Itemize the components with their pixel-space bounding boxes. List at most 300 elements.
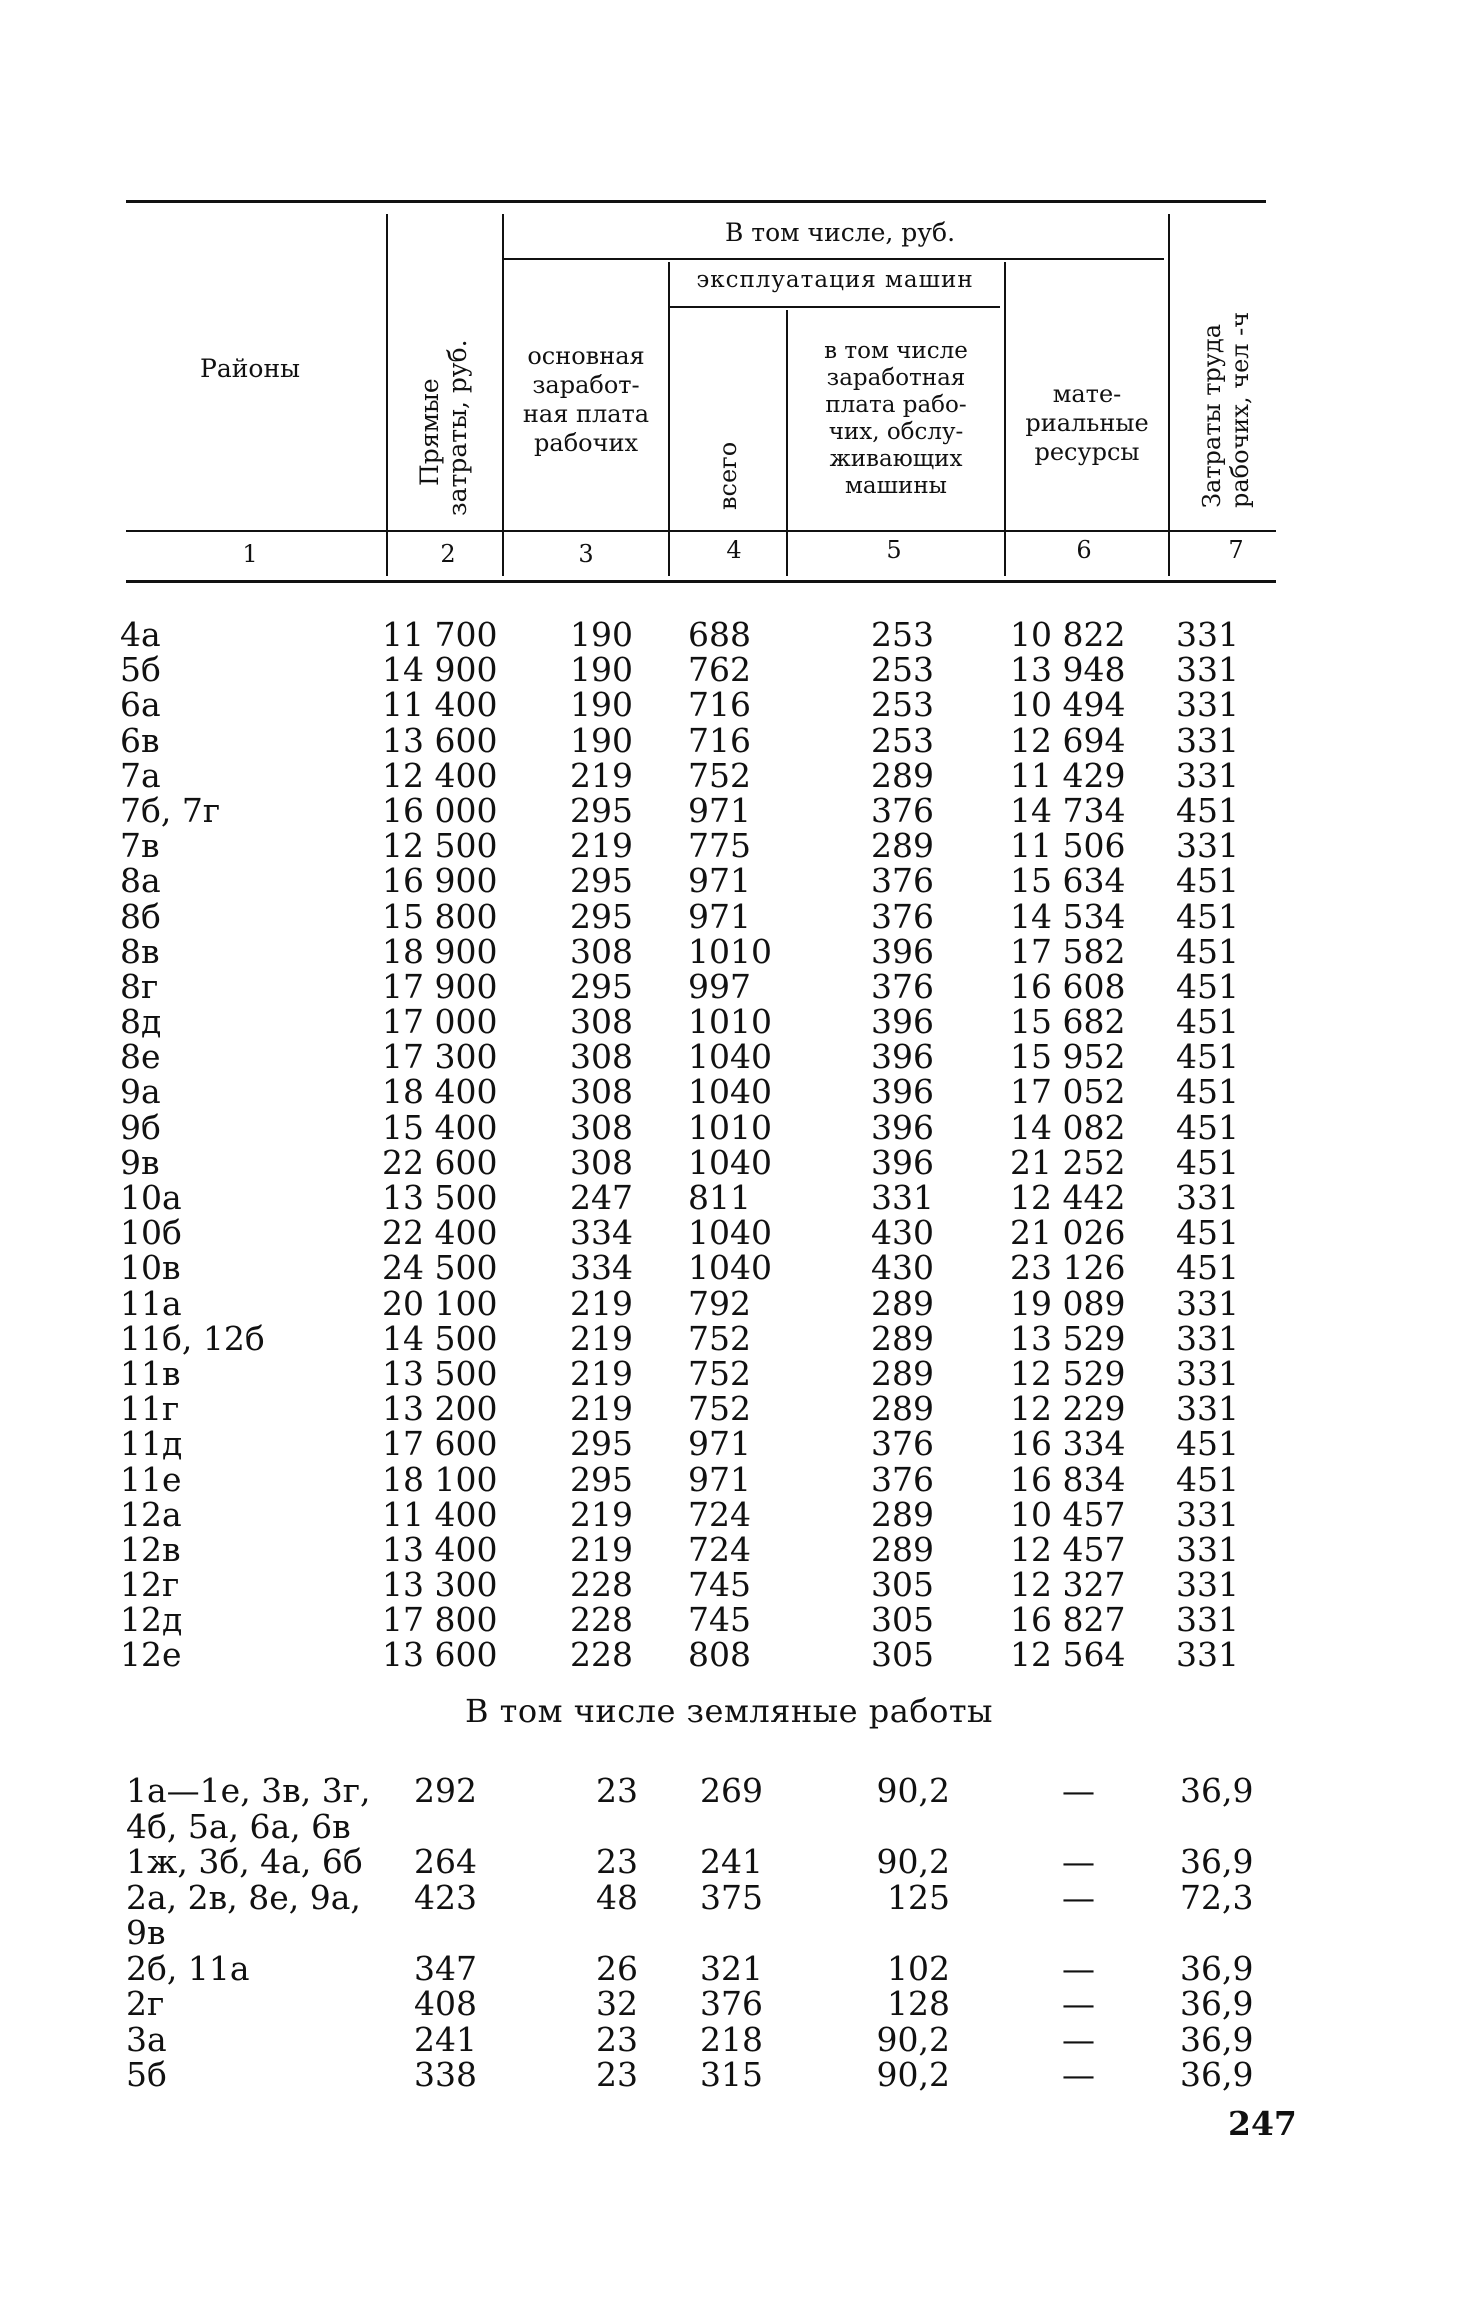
region-cell: 9б <box>120 1107 161 1147</box>
value-cell: 15 682 <box>1010 1002 1126 1042</box>
value-cell: 451 <box>1176 896 1239 936</box>
value-cell: 376 <box>700 1984 763 2023</box>
value-cell: 219 <box>570 1529 633 1569</box>
section-row-continuation <box>0 1806 1458 1846</box>
region-cell: 7в <box>120 826 160 866</box>
vrule-2 <box>502 214 504 576</box>
value-cell: 745 <box>688 1600 751 1640</box>
value-cell: 289 <box>871 1283 934 1323</box>
value-cell: 331 <box>1176 1318 1239 1358</box>
subgroup-rule <box>670 306 1000 308</box>
header-regions: Районы <box>200 354 300 383</box>
region-cell: 11а <box>120 1283 182 1323</box>
table-row <box>0 1283 1458 1323</box>
header-machine-wages-line5: живающих <box>829 446 963 472</box>
value-cell: 12 529 <box>1010 1353 1126 1393</box>
section-row <box>0 1877 1458 1917</box>
value-cell: 752 <box>688 1318 751 1358</box>
dash-cell: — <box>1062 2055 1095 2094</box>
value-cell: 334 <box>570 1213 633 1253</box>
value-cell: 308 <box>570 1072 633 1112</box>
header-base-wages-line2: заработ- <box>532 371 640 399</box>
value-cell: 190 <box>570 685 633 725</box>
value-cell: 724 <box>688 1494 751 1534</box>
region-cell-continuation: 4б, 5а, 6а, 6в <box>126 1806 351 1846</box>
region-cell: 10б <box>120 1213 182 1253</box>
value-cell: 752 <box>688 1389 751 1429</box>
vrule-6 <box>1168 214 1170 576</box>
value-cell: 1040 <box>688 1037 772 1077</box>
header-top-rule <box>126 200 1266 203</box>
region-cell: 8д <box>120 1002 162 1042</box>
section-row <box>0 2019 1458 2059</box>
region-cell: 4а <box>120 615 161 654</box>
value-cell: 90,2 <box>876 2019 950 2059</box>
value-cell: 15 800 <box>382 896 498 936</box>
table-row <box>0 1037 1458 1077</box>
section-row-continuation <box>0 1915 1458 1951</box>
value-cell: 1040 <box>688 1248 772 1288</box>
region-cell: 12в <box>120 1529 181 1569</box>
page-number: 247 <box>1228 2104 1297 2143</box>
value-cell: 289 <box>871 1318 934 1358</box>
value-cell: 14 900 <box>382 650 498 690</box>
value-cell: 90,2 <box>876 2055 950 2094</box>
value-cell: 451 <box>1176 1142 1239 1182</box>
value-cell: 23 <box>596 1842 638 1881</box>
header-materials <box>1008 380 1166 467</box>
value-cell: 12 229 <box>1010 1389 1126 1429</box>
region-cell: 7а <box>120 755 161 795</box>
group-rule <box>504 258 1164 260</box>
value-cell: 745 <box>688 1565 751 1605</box>
value-cell: 971 <box>688 790 751 830</box>
region-cell: 11в <box>120 1353 181 1393</box>
table-row <box>0 1213 1458 1253</box>
value-cell: 971 <box>688 1424 751 1464</box>
value-cell: 18 400 <box>382 1072 498 1112</box>
table-row <box>0 1142 1458 1182</box>
region-cell: 2а, 2в, 8е, 9а, <box>126 1877 361 1917</box>
region-cell: 6в <box>120 720 160 760</box>
value-cell: 331 <box>1176 1600 1239 1640</box>
value-cell: 308 <box>570 1037 633 1077</box>
region-cell: 10а <box>120 1178 182 1217</box>
value-cell: 289 <box>871 826 934 866</box>
section-row <box>0 2057 1458 2093</box>
value-cell: 228 <box>570 1565 633 1605</box>
value-cell: 125 <box>887 1877 950 1917</box>
value-cell: 376 <box>871 966 934 1006</box>
value-cell: 11 429 <box>1010 755 1126 795</box>
value-cell: 396 <box>871 1002 934 1042</box>
value-cell: 18 900 <box>382 931 498 971</box>
value-cell: 295 <box>570 790 633 830</box>
table-row <box>0 826 1458 866</box>
value-cell: 17 800 <box>382 1600 498 1640</box>
value-cell: 289 <box>871 1389 934 1429</box>
value-cell: 308 <box>570 1142 633 1182</box>
value-cell: 253 <box>871 615 934 654</box>
value-cell: 14 534 <box>1010 896 1126 936</box>
value-cell: 331 <box>1176 1389 1239 1429</box>
table-row <box>0 1248 1458 1288</box>
value-cell: 22 600 <box>382 1142 498 1182</box>
value-cell: 347 <box>414 1948 477 1988</box>
section-row <box>0 1986 1458 2022</box>
value-cell: 241 <box>414 2019 477 2059</box>
value-cell: 1040 <box>688 1142 772 1182</box>
value-cell: 331 <box>1176 1178 1239 1217</box>
value-cell: 13 400 <box>382 1529 498 1569</box>
value-cell: 23 <box>596 2055 638 2094</box>
region-cell: 12а <box>120 1494 182 1534</box>
value-cell: 308 <box>570 1002 633 1042</box>
value-cell: 376 <box>871 861 934 901</box>
section-table-body <box>0 1773 1458 2093</box>
colnum-7: 7 <box>1228 536 1244 564</box>
colnum-5: 5 <box>886 536 902 564</box>
value-cell: 305 <box>871 1635 934 1675</box>
value-cell: 1040 <box>688 1072 772 1112</box>
dash-cell: — <box>1062 1984 1095 2023</box>
value-cell: 22 400 <box>382 1213 498 1253</box>
table-row <box>0 1318 1458 1358</box>
value-cell: 775 <box>688 826 751 866</box>
value-cell: 23 <box>596 2019 638 2059</box>
value-cell: 19 089 <box>1010 1283 1126 1323</box>
header-bottom-rule <box>126 530 1276 532</box>
value-cell: 451 <box>1176 1002 1239 1042</box>
table-row <box>0 1529 1458 1569</box>
value-cell: 1010 <box>688 931 772 971</box>
value-cell: 688 <box>688 615 751 654</box>
value-cell: 295 <box>570 1424 633 1464</box>
value-cell: 12 457 <box>1010 1529 1126 1569</box>
value-cell: 269 <box>700 1771 763 1810</box>
value-cell: 13 600 <box>382 1635 498 1675</box>
value-cell: 17 900 <box>382 966 498 1006</box>
value-cell: 12 694 <box>1010 720 1126 760</box>
header-labor-line1: Затраты труда <box>1198 323 1226 508</box>
value-cell: 23 126 <box>1010 1248 1126 1288</box>
value-cell: 11 506 <box>1010 826 1126 866</box>
value-cell: 331 <box>871 1178 934 1217</box>
value-cell: 792 <box>688 1283 751 1323</box>
value-cell: 11 400 <box>382 1494 498 1534</box>
value-cell: 15 400 <box>382 1107 498 1147</box>
value-cell: 13 300 <box>382 1565 498 1605</box>
value-cell: 331 <box>1176 685 1239 725</box>
value-cell: 36,9 <box>1180 1771 1254 1810</box>
value-cell: 12 564 <box>1010 1635 1126 1675</box>
header-labor-line2: рабочих, чел -ч <box>1226 311 1254 508</box>
value-cell: 10 822 <box>1010 615 1126 654</box>
value-cell: 971 <box>688 861 751 901</box>
value-cell: 971 <box>688 896 751 936</box>
value-cell: 218 <box>700 2019 763 2059</box>
value-cell: 14 734 <box>1010 790 1126 830</box>
region-cell: 11д <box>120 1424 183 1464</box>
value-cell: 289 <box>871 1529 934 1569</box>
value-cell: 190 <box>570 720 633 760</box>
value-cell: 1010 <box>688 1107 772 1147</box>
value-cell: 331 <box>1176 1353 1239 1393</box>
value-cell: 16 000 <box>382 790 498 830</box>
header-machine-wages-line2: заработная <box>826 365 966 391</box>
value-cell: 21 026 <box>1010 1213 1126 1253</box>
value-cell: 451 <box>1176 966 1239 1006</box>
value-cell: 430 <box>871 1213 934 1253</box>
value-cell: 26 <box>596 1948 638 1988</box>
region-cell: 9а <box>120 1072 161 1112</box>
numbers-bottom-rule <box>126 580 1276 583</box>
table-row <box>0 650 1458 690</box>
value-cell: 289 <box>871 1494 934 1534</box>
value-cell: 408 <box>414 1984 477 2023</box>
table-row <box>0 1353 1458 1393</box>
value-cell: 10 457 <box>1010 1494 1126 1534</box>
value-cell: 331 <box>1176 1565 1239 1605</box>
region-cell: 11б, 12б <box>120 1318 265 1358</box>
table-row <box>0 755 1458 795</box>
region-cell: 8а <box>120 861 161 901</box>
region-cell: 12д <box>120 1600 183 1640</box>
value-cell: 451 <box>1176 1107 1239 1147</box>
header-total: всего <box>714 441 742 510</box>
region-cell-continuation: 9в <box>126 1913 166 1952</box>
value-cell: 36,9 <box>1180 2019 1254 2059</box>
value-cell: 247 <box>570 1178 633 1217</box>
value-cell: 338 <box>414 2055 477 2094</box>
region-cell: 8г <box>120 966 159 1006</box>
value-cell: 190 <box>570 615 633 654</box>
value-cell: 18 100 <box>382 1459 498 1499</box>
header-labor <box>1198 268 1254 508</box>
value-cell: 331 <box>1176 1283 1239 1323</box>
header-machine-wages-line4: чих, обслу- <box>828 419 964 445</box>
colnum-6: 6 <box>1076 536 1092 564</box>
region-cell: 9в <box>120 1142 160 1182</box>
dash-cell: — <box>1062 1877 1095 1917</box>
colnum-3: 3 <box>578 540 594 568</box>
value-cell: 48 <box>596 1877 638 1917</box>
value-cell: 13 600 <box>382 720 498 760</box>
value-cell: 423 <box>414 1877 477 1917</box>
value-cell: 13 500 <box>382 1178 498 1217</box>
value-cell: 253 <box>871 650 934 690</box>
table-row <box>0 1389 1458 1429</box>
table-row <box>0 1459 1458 1499</box>
value-cell: 1040 <box>688 1213 772 1253</box>
value-cell: 253 <box>871 720 934 760</box>
value-cell: 16 608 <box>1010 966 1126 1006</box>
value-cell: 451 <box>1176 861 1239 901</box>
value-cell: 219 <box>570 755 633 795</box>
value-cell: 17 000 <box>382 1002 498 1042</box>
value-cell: 295 <box>570 966 633 1006</box>
value-cell: 10 494 <box>1010 685 1126 725</box>
table-row <box>0 861 1458 901</box>
value-cell: 12 400 <box>382 755 498 795</box>
vrule-5 <box>1004 262 1006 576</box>
value-cell: 396 <box>871 1072 934 1112</box>
value-cell: 219 <box>570 826 633 866</box>
region-cell: 10в <box>120 1248 181 1288</box>
value-cell: 36,9 <box>1180 1984 1254 2023</box>
value-cell: 36,9 <box>1180 1948 1254 1988</box>
value-cell: 219 <box>570 1353 633 1393</box>
value-cell: 331 <box>1176 826 1239 866</box>
value-cell: 17 600 <box>382 1424 498 1464</box>
value-cell: 331 <box>1176 615 1239 654</box>
value-cell: 14 082 <box>1010 1107 1126 1147</box>
value-cell: 295 <box>570 1459 633 1499</box>
value-cell: 811 <box>688 1178 751 1217</box>
value-cell: 128 <box>887 1984 950 2023</box>
value-cell: 90,2 <box>876 1771 950 1810</box>
value-cell: 13 200 <box>382 1389 498 1429</box>
header-machine-wages-line6: машины <box>845 473 947 499</box>
vrule-3 <box>668 262 670 576</box>
header-machine-wages-line1: в том числе <box>824 338 968 364</box>
value-cell: 17 300 <box>382 1037 498 1077</box>
value-cell: 13 948 <box>1010 650 1126 690</box>
region-cell: 6а <box>120 685 161 725</box>
value-cell: 253 <box>871 685 934 725</box>
section-title: В том числе земляные работы <box>464 1692 994 1730</box>
value-cell: 331 <box>1176 1494 1239 1534</box>
value-cell: 24 500 <box>382 1248 498 1288</box>
value-cell: 1010 <box>688 1002 772 1042</box>
value-cell: 12 500 <box>382 826 498 866</box>
region-cell: 8в <box>120 931 160 971</box>
value-cell: 17 052 <box>1010 1072 1126 1112</box>
header-group: В том числе, руб. <box>724 218 956 247</box>
header-direct-costs <box>416 286 472 516</box>
section-row <box>0 1948 1458 1988</box>
region-cell: 2г <box>126 1984 165 2023</box>
value-cell: 16 900 <box>382 861 498 901</box>
table-row <box>0 1635 1458 1675</box>
value-cell: 90,2 <box>876 1842 950 1881</box>
table-row <box>0 617 1458 652</box>
value-cell: 396 <box>871 1037 934 1077</box>
value-cell: 219 <box>570 1494 633 1534</box>
header-subgroup: эксплуатация машин <box>696 267 974 293</box>
table-row <box>0 1600 1458 1640</box>
value-cell: 396 <box>871 1142 934 1182</box>
header-materials-line2: риальные <box>1025 409 1149 437</box>
table-row <box>0 896 1458 936</box>
region-cell: 5б <box>126 2055 167 2094</box>
value-cell: 219 <box>570 1283 633 1323</box>
value-cell: 228 <box>570 1635 633 1675</box>
value-cell: 451 <box>1176 931 1239 971</box>
value-cell: 752 <box>688 1353 751 1393</box>
value-cell: 808 <box>688 1635 751 1675</box>
value-cell: 295 <box>570 896 633 936</box>
value-cell: 762 <box>688 650 751 690</box>
value-cell: 451 <box>1176 790 1239 830</box>
value-cell: 14 500 <box>382 1318 498 1358</box>
value-cell: 36,9 <box>1180 1842 1254 1881</box>
region-cell: 1а—1е, 3в, 3г, <box>126 1771 371 1810</box>
value-cell: 11 400 <box>382 685 498 725</box>
table-row <box>0 1424 1458 1464</box>
value-cell: 32 <box>596 1984 638 2023</box>
value-cell: 72,3 <box>1180 1877 1254 1917</box>
table-row <box>0 1565 1458 1605</box>
value-cell: 752 <box>688 755 751 795</box>
dash-cell: — <box>1062 2019 1095 2059</box>
colnum-2: 2 <box>440 540 456 568</box>
table-row <box>0 720 1458 760</box>
region-cell: 5б <box>120 650 161 690</box>
value-cell: 20 100 <box>382 1283 498 1323</box>
value-cell: 13 500 <box>382 1353 498 1393</box>
table-row <box>0 790 1458 830</box>
value-cell: 264 <box>414 1842 477 1881</box>
value-cell: 321 <box>700 1948 763 1988</box>
value-cell: 376 <box>871 896 934 936</box>
value-cell: 295 <box>570 861 633 901</box>
dash-cell: — <box>1062 1771 1095 1810</box>
value-cell: 396 <box>871 1107 934 1147</box>
region-cell: 8б <box>120 896 161 936</box>
table-body <box>0 617 1458 1673</box>
value-cell: 451 <box>1176 1248 1239 1288</box>
region-cell: 7б, 7г <box>120 790 221 830</box>
header-materials-line1: мате- <box>1052 380 1122 408</box>
section-row <box>0 1844 1458 1880</box>
table-row <box>0 1180 1458 1215</box>
value-cell: 15 634 <box>1010 861 1126 901</box>
header-base-wages-line3: ная плата <box>522 400 650 428</box>
value-cell: 451 <box>1176 1424 1239 1464</box>
region-cell: 2б, 11а <box>126 1948 250 1988</box>
value-cell: 11 700 <box>382 615 498 654</box>
value-cell: 21 252 <box>1010 1142 1126 1182</box>
value-cell: 376 <box>871 1459 934 1499</box>
table-row <box>0 685 1458 725</box>
value-cell: 334 <box>570 1248 633 1288</box>
value-cell: 331 <box>1176 1635 1239 1675</box>
region-cell: 3а <box>126 2019 167 2059</box>
value-cell: 102 <box>887 1948 950 1988</box>
value-cell: 16 834 <box>1010 1459 1126 1499</box>
value-cell: 375 <box>700 1877 763 1917</box>
value-cell: 13 529 <box>1010 1318 1126 1358</box>
value-cell: 241 <box>700 1842 763 1881</box>
value-cell: 15 952 <box>1010 1037 1126 1077</box>
value-cell: 971 <box>688 1459 751 1499</box>
dash-cell: — <box>1062 1948 1095 1988</box>
value-cell: 451 <box>1176 1459 1239 1499</box>
value-cell: 36,9 <box>1180 2055 1254 2094</box>
header-machine-wages <box>790 338 1002 500</box>
value-cell: 190 <box>570 650 633 690</box>
value-cell: 315 <box>700 2055 763 2094</box>
header-base-wages-line4: рабочих <box>534 429 638 457</box>
value-cell: 451 <box>1176 1072 1239 1112</box>
value-cell: 12 442 <box>1010 1178 1126 1217</box>
region-cell: 11е <box>120 1459 182 1499</box>
table-row <box>0 931 1458 971</box>
value-cell: 228 <box>570 1600 633 1640</box>
value-cell: 16 334 <box>1010 1424 1126 1464</box>
value-cell: 430 <box>871 1248 934 1288</box>
